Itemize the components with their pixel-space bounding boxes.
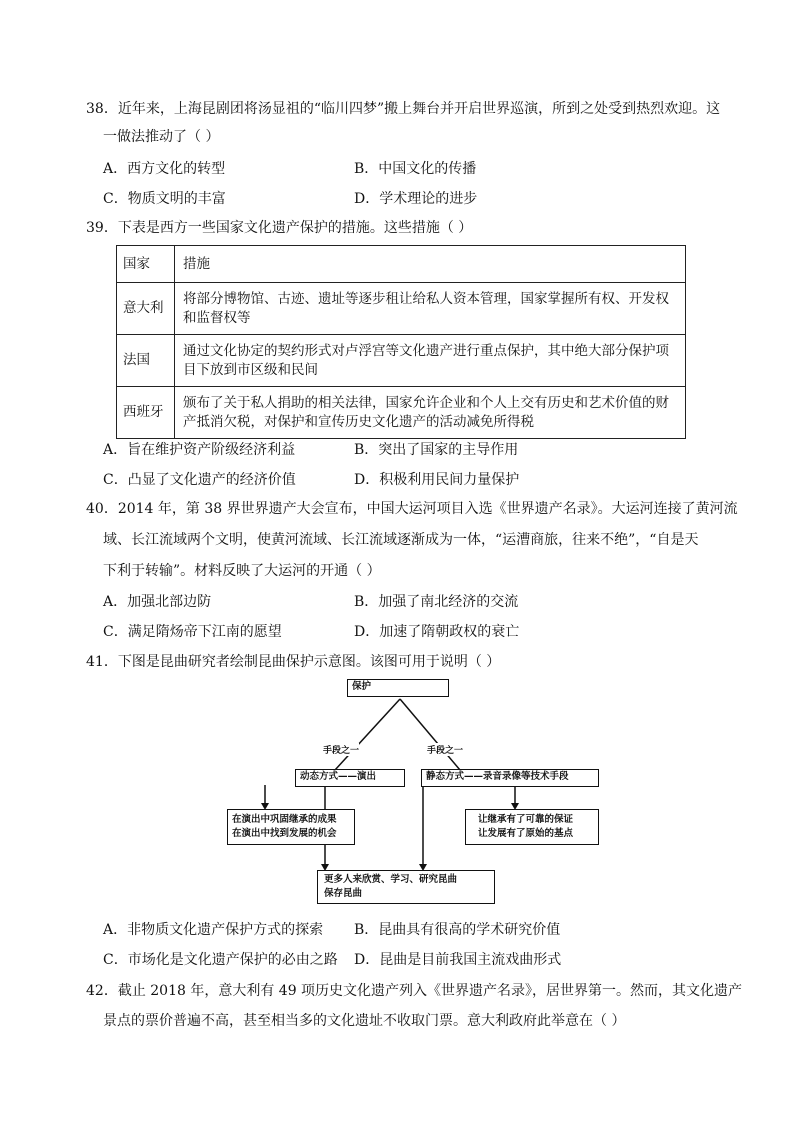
diagram-right-result-1: 让继承有了可靠的保证: [478, 814, 574, 825]
q41-option-d[interactable]: D．昆曲是目前我国主流戏曲形式: [354, 952, 562, 968]
q41-option-b[interactable]: B．昆曲具有很高的学术研究价值: [354, 922, 561, 938]
q40-stem-line1: 40．2014 年，第 38 界世界遗产大会宣布，中国大运河项目入选《世界遗产名录》。大运河连接了黄河流: [86, 501, 738, 517]
diagram-right-label: 手段之一: [427, 743, 463, 756]
table-cell-measure: 通过文化协定的契约形式对卢浮宫等文化遗产进行重点保护，其中绝大部分保护项目下放到市区级和民间: [175, 335, 686, 387]
diagram-top-box: 保护: [347, 679, 449, 697]
diagram-left-label: 手段之一: [323, 743, 359, 756]
diagram-left-result-2: 在演出中找到发展的机会: [232, 828, 337, 839]
table-header-row: [117, 246, 686, 283]
diagram-bottom-2: 保存昆曲: [324, 888, 363, 899]
q38-option-a[interactable]: A．西方文化的转型: [103, 161, 226, 177]
q38-stem-line1: 38．近年来，上海昆剧团将汤显祖的“临川四梦”搬上舞台并开启世界巡演，所到之处受到热烈欢迎。这: [86, 101, 721, 117]
q40-option-d[interactable]: D．加速了隋朝政权的衰亡: [354, 624, 520, 640]
q40-stem-line3: 下利于转输”。材料反映了大运河的开通（ ）: [103, 563, 381, 579]
q40-stem-line2: 域、长江流域两个文明，使黄河流域、长江流域逐渐成为一体，“运漕商旅，往来不绝”，“自是天: [103, 532, 699, 548]
q40-option-c[interactable]: C．满足隋炀帝下江南的愿望: [103, 624, 282, 640]
q41-stem: 41．下图是昆曲研究者绘制昆曲保护示意图。该图可用于说明（ ）: [86, 654, 501, 670]
table-row: [117, 283, 686, 335]
diagram-bottom-box: [317, 870, 495, 904]
diagram-right-result: [465, 809, 599, 845]
q39-table: [116, 245, 686, 439]
q42-stem-line1: 42．截止 2018 年，意大利有 49 项历史文化遗产列入《世界遗产名录》，居世界第一。然而，其文化遗产: [86, 983, 743, 999]
kunqu-protection-diagram: [225, 675, 575, 905]
table-cell-measure: 将部分博物馆、古迹、遗址等逐步租让给私人资本管理，国家掌握所有权、开发权和监督权等: [175, 283, 686, 335]
table-row: [117, 335, 686, 387]
q39-option-a[interactable]: A．旨在维护资产阶级经济利益: [103, 442, 296, 458]
q39-option-d[interactable]: D．积极利用民间力量保护: [354, 472, 520, 488]
q38-stem-line2: 一做法推动了（ ）: [103, 129, 220, 145]
diagram-right-result-2: 让发展有了原始的基点: [478, 828, 574, 839]
table-cell-country: 西班牙: [117, 387, 175, 439]
q39-option-c[interactable]: C．凸显了文化遗产的经济价值: [103, 472, 296, 488]
diagram-bottom-1: 更多人来欣赏、学习、研究昆曲: [324, 874, 458, 885]
q39-stem: 39．下表是西方一些国家文化遗产保护的措施。这些措施（ ）: [86, 220, 473, 236]
table-row: [117, 387, 686, 439]
table-cell-measure: 颁布了关于私人捐助的相关法律，国家允许企业和个人上交有历史和艺术价值的财产抵消欠税，对保护和宣传历史文化遗产的活动减免所得税: [175, 387, 686, 439]
diagram-left-result-1: 在演出中巩固继承的成果: [232, 814, 337, 825]
diagram-right-box: 静态方式——录音录像等技术手段: [421, 769, 599, 787]
q41-option-a[interactable]: A．非物质文化遗产保护方式的探索: [103, 922, 324, 938]
q40-option-b[interactable]: B．加强了南北经济的交流: [354, 594, 519, 610]
q42-stem-line2: 景点的票价普遍不高，甚至相当多的文化遗址不收取门票。意大利政府此举意在（ ）: [103, 1013, 626, 1029]
table-cell-country: 法国: [117, 335, 175, 387]
q41-option-c[interactable]: C．市场化是文化遗产保护的必由之路: [103, 952, 338, 968]
q38-option-b[interactable]: B．中国文化的传播: [354, 161, 477, 177]
table-header-country: 国家: [117, 246, 175, 283]
q38-option-c[interactable]: C．物质文明的丰富: [103, 191, 226, 207]
diagram-left-box: 动态方式——演出: [295, 769, 405, 787]
table-cell-country: 意大利: [117, 283, 175, 335]
table-header-measure: 措施: [175, 246, 686, 283]
diagram-left-result: [227, 809, 355, 845]
q39-option-b[interactable]: B．突出了国家的主导作用: [354, 442, 519, 458]
q40-option-a[interactable]: A．加强北部边防: [103, 594, 212, 610]
q38-option-d[interactable]: D．学术理论的进步: [354, 191, 478, 207]
